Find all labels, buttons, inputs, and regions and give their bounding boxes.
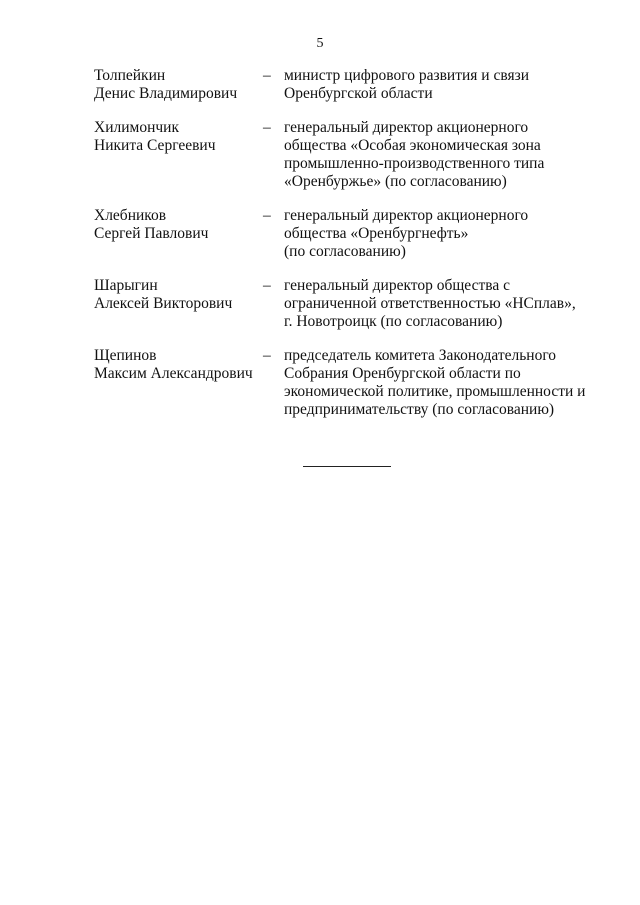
position-line: промышленно-производственного типа: [284, 155, 545, 172]
position-line: генеральный директор акционерного: [284, 207, 529, 224]
member-name: [94, 119, 254, 155]
member-list: [0, 67, 640, 419]
dash-separator: –: [263, 67, 271, 84]
position-line: генеральный директор общества с: [284, 277, 510, 294]
position-line: Собрания Оренбургской области по: [284, 365, 521, 382]
position-line: общества «Особая экономическая зона: [284, 137, 541, 154]
dash-separator: –: [263, 347, 271, 364]
position-line: председатель комитета Законодательного: [284, 347, 557, 364]
position-line: ограниченной ответственностью «НСплав»,: [284, 295, 576, 312]
member-name: [94, 347, 254, 383]
member-position: [284, 347, 594, 419]
member-given-names: Алексей Викторович: [94, 295, 233, 312]
dash-separator: –: [263, 119, 271, 136]
position-line: предпринимательству (по согласованию): [284, 401, 555, 418]
position-line: Оренбургской области: [284, 85, 433, 102]
member-entry: [0, 119, 640, 191]
position-line: (по согласованию): [284, 243, 406, 260]
member-surname: Щепинов: [94, 347, 157, 364]
member-entry: [0, 67, 640, 103]
member-surname: Шарыгин: [94, 277, 158, 294]
member-entry: [0, 207, 640, 261]
member-surname: Хилимончик: [94, 119, 179, 136]
member-name: [94, 67, 254, 103]
member-given-names: Денис Владимирович: [94, 85, 238, 102]
member-position: [284, 207, 594, 261]
member-given-names: Сергей Павлович: [94, 225, 209, 242]
member-name: [94, 207, 254, 243]
end-of-list-rule: [303, 466, 391, 467]
position-line: экономической политике, промышленности и: [284, 383, 586, 400]
dash-separator: –: [263, 277, 271, 294]
member-given-names: Максим Александрович: [94, 365, 253, 382]
position-line: генеральный директор акционерного: [284, 119, 529, 136]
member-position: [284, 67, 594, 103]
position-line: министр цифрового развития и связи: [284, 67, 530, 84]
member-position: [284, 277, 594, 331]
member-position: [284, 119, 594, 191]
position-line: общества «Оренбургнефть»: [284, 225, 469, 242]
member-name: [94, 277, 254, 313]
dash-separator: –: [263, 207, 271, 224]
position-line: г. Новотроицк (по согласованию): [284, 313, 503, 330]
position-line: «Оренбуржье» (по согласованию): [284, 173, 507, 190]
member-entry: [0, 347, 640, 419]
member-given-names: Никита Сергеевич: [94, 137, 216, 154]
member-surname: Толпейкин: [94, 67, 166, 84]
page-number: 5: [316, 36, 324, 51]
member-surname: Хлебников: [94, 207, 167, 224]
member-entry: [0, 277, 640, 331]
